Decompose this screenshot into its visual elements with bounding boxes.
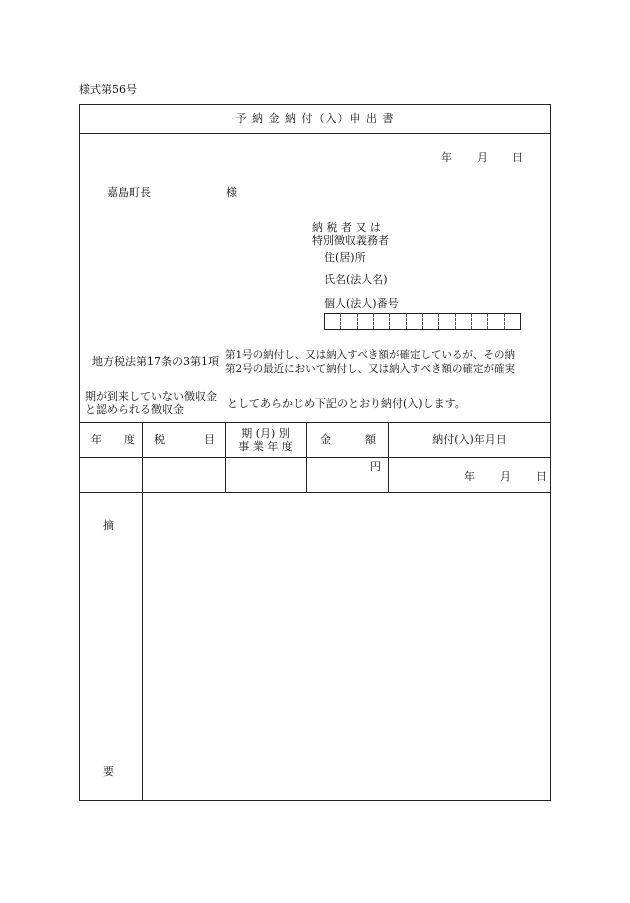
number-digit-box[interactable]: [505, 314, 520, 329]
form-number: 様式第56号: [79, 83, 137, 96]
address-label: 住(居)所: [324, 251, 366, 264]
title-divider: [79, 133, 551, 134]
row-date-day: 日: [536, 470, 547, 483]
header-tax-char2: 目: [204, 433, 215, 446]
remarks-label-char1: 摘: [103, 519, 114, 532]
header-amount-char2: 額: [365, 433, 376, 446]
date-year-label: 年: [441, 151, 452, 164]
header-year-char2: 度: [124, 433, 135, 446]
remarks-area[interactable]: [143, 493, 550, 800]
statement-line2a: 期が到来していない徴収金: [85, 390, 217, 403]
number-label: 個人(法人)番号: [324, 297, 399, 310]
header-amount-char1: 金: [320, 433, 331, 446]
number-digit-box[interactable]: [488, 314, 504, 329]
remarks-label-char2: 要: [103, 765, 114, 778]
header-tax-char1: 税: [154, 433, 165, 446]
addressee-name: 嘉島町長: [107, 186, 151, 199]
statement-option2: 第2号の最近において納付し、又は納入すべき額の確定が確実: [225, 363, 515, 375]
number-digit-box[interactable]: [374, 314, 390, 329]
number-digit-box[interactable]: [439, 314, 455, 329]
number-digit-box[interactable]: [407, 314, 423, 329]
statement-suffix: としてあらかじめ下記のとおり納付(入)します。: [227, 397, 466, 410]
number-digit-box[interactable]: [456, 314, 472, 329]
form-title: 予 納 金 納 付（入）申 出 書: [235, 112, 395, 125]
statement-divider: [79, 422, 551, 423]
row-date-month: 月: [500, 470, 511, 483]
statement-prefix: 地方税法第17条の3第1項: [92, 355, 219, 368]
table-header-divider: [79, 457, 551, 458]
number-digit-box[interactable]: [358, 314, 374, 329]
statement-line2b: と認められる徴収金: [85, 403, 184, 416]
taxpayer-label-line2: 特別徴収義務者: [312, 234, 389, 247]
number-digit-box[interactable]: [341, 314, 357, 329]
header-period-line2: 事 業 年 度: [238, 440, 293, 453]
amount-yen-unit: 円: [370, 460, 381, 473]
personal-number-input[interactable]: [324, 313, 521, 330]
number-digit-box[interactable]: [325, 314, 341, 329]
header-year-char1: 年: [91, 433, 102, 446]
name-label: 氏名(法人名): [324, 273, 388, 286]
taxpayer-label-line1: 納 税 者 又 は: [312, 221, 381, 234]
addressee-honorific: 様: [226, 186, 237, 199]
row-date-year: 年: [464, 470, 475, 483]
number-digit-box[interactable]: [423, 314, 439, 329]
header-payment-date: 納付(入)年月日: [432, 433, 507, 446]
date-day-label: 日: [512, 151, 523, 164]
statement-option1: 第1号の納付し、又は納入すべき額が確定しているが、その納: [225, 349, 515, 361]
date-month-label: 月: [477, 151, 488, 164]
col-divider-3: [306, 422, 307, 492]
number-digit-box[interactable]: [472, 314, 488, 329]
number-digit-box[interactable]: [390, 314, 406, 329]
header-period-line1: 期 (月) 別: [241, 427, 290, 440]
